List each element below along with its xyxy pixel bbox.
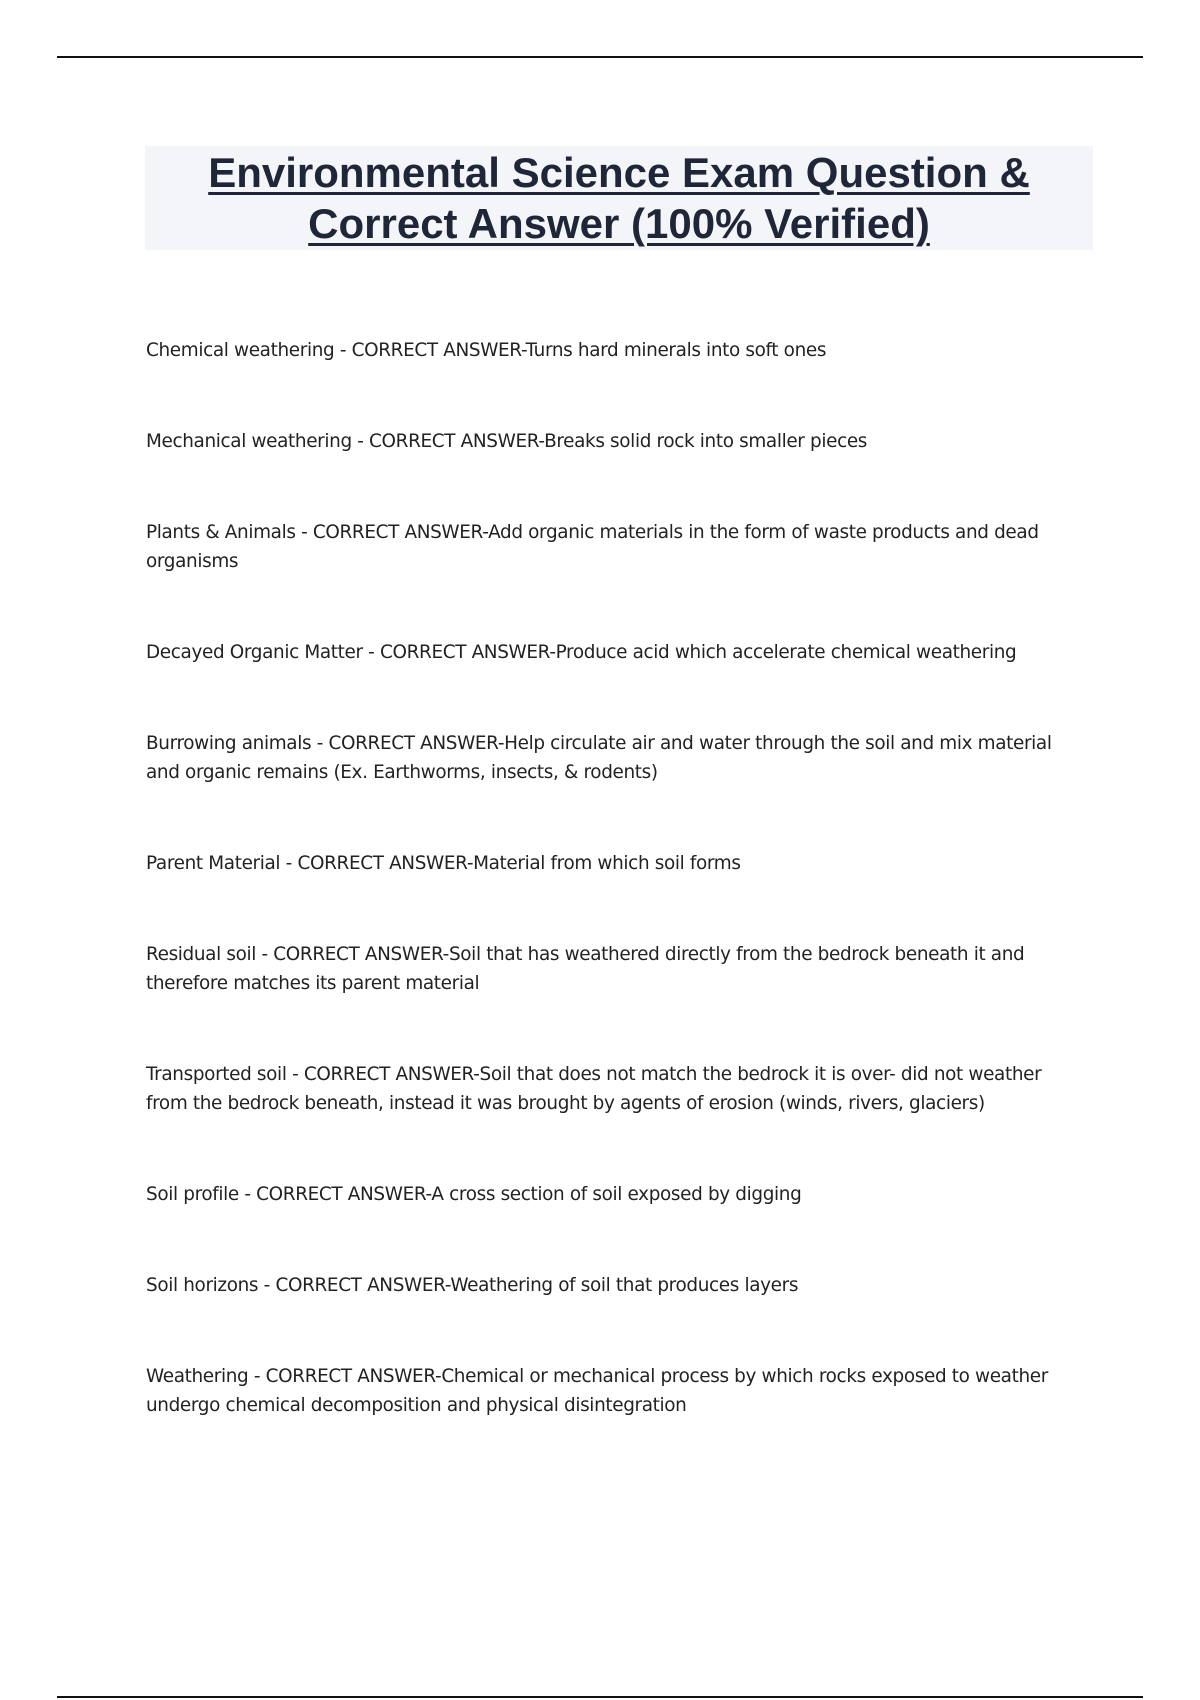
qa-answer: Add organic materials in the form of waste products and dead organisms bbox=[146, 522, 1039, 572]
qa-answer: Breaks solid rock into smaller pieces bbox=[544, 431, 868, 452]
qa-separator: - CORRECT ANSWER- bbox=[362, 642, 556, 663]
qa-separator: - CORRECT ANSWER- bbox=[286, 1064, 480, 1085]
qa-separator: - CORRECT ANSWER- bbox=[280, 853, 474, 874]
qa-separator: - CORRECT ANSWER- bbox=[351, 431, 545, 452]
qa-term: Weathering bbox=[146, 1366, 249, 1387]
qa-item bbox=[146, 849, 1076, 878]
qa-separator: - CORRECT ANSWER- bbox=[295, 522, 489, 543]
top-rule bbox=[57, 56, 1143, 58]
qa-item bbox=[146, 638, 1076, 667]
qa-answer: A cross section of soil exposed by digging bbox=[431, 1184, 802, 1205]
qa-item bbox=[146, 1060, 1076, 1118]
bottom-rule bbox=[57, 1696, 1143, 1698]
qa-item bbox=[146, 518, 1076, 576]
qa-separator: - CORRECT ANSWER- bbox=[258, 1275, 451, 1296]
qa-term: Mechanical weathering bbox=[146, 431, 352, 452]
qa-item bbox=[146, 1362, 1076, 1420]
title-banner bbox=[145, 146, 1093, 250]
qa-separator: - CORRECT ANSWER- bbox=[334, 340, 526, 361]
qa-answer: Help circulate air and water through the soil and mix material and organic remains (Ex. Earthworms, insects, & rodents) bbox=[146, 733, 1052, 783]
qa-term: Plants & Animals bbox=[146, 522, 296, 543]
qa-answer: Turns hard minerals into soft ones bbox=[525, 340, 827, 361]
qa-term: Chemical weathering bbox=[146, 340, 335, 361]
qa-item bbox=[146, 1180, 1076, 1209]
qa-answer: Chemical or mechanical process by which rocks exposed to weather undergo chemical decomposition and physical disintegration bbox=[146, 1366, 1048, 1416]
qa-term: Parent Material bbox=[146, 853, 281, 874]
qa-item bbox=[146, 336, 1076, 365]
qa-item bbox=[146, 427, 1076, 456]
document-title bbox=[145, 147, 1093, 249]
qa-term: Residual soil bbox=[146, 944, 257, 965]
qa-term: Soil profile bbox=[146, 1184, 239, 1205]
qa-item bbox=[146, 940, 1076, 998]
title-line-2: Correct Answer (100% Verified) bbox=[308, 200, 930, 247]
title-line-1: Environmental Science Exam Question & bbox=[208, 149, 1030, 196]
qa-answer: Soil that has weathered directly from the bedrock beneath it and therefore matches its parent material bbox=[146, 944, 1025, 994]
qa-answer: Produce acid which accelerate chemical weathering bbox=[555, 642, 1017, 663]
qa-separator: - CORRECT ANSWER- bbox=[311, 733, 505, 754]
qa-separator: - CORRECT ANSWER- bbox=[256, 944, 449, 965]
qa-answer: Material from which soil forms bbox=[473, 853, 741, 874]
qa-answer: Soil that does not match the bedrock it is over- did not weather from the bedrock beneath, instead it was brought by agents of erosion (winds, rivers, glaciers) bbox=[146, 1064, 1042, 1114]
qa-list bbox=[146, 336, 1076, 1482]
qa-item bbox=[146, 729, 1076, 787]
qa-term: Decayed Organic Matter bbox=[146, 642, 363, 663]
qa-term: Transported soil bbox=[146, 1064, 287, 1085]
qa-term: Soil horizons bbox=[146, 1275, 259, 1296]
qa-separator: - CORRECT ANSWER- bbox=[238, 1184, 432, 1205]
qa-separator: - CORRECT ANSWER- bbox=[248, 1366, 442, 1387]
qa-term: Burrowing animals bbox=[146, 733, 312, 754]
qa-item bbox=[146, 1271, 1076, 1300]
qa-answer: Weathering of soil that produces layers bbox=[450, 1275, 799, 1296]
